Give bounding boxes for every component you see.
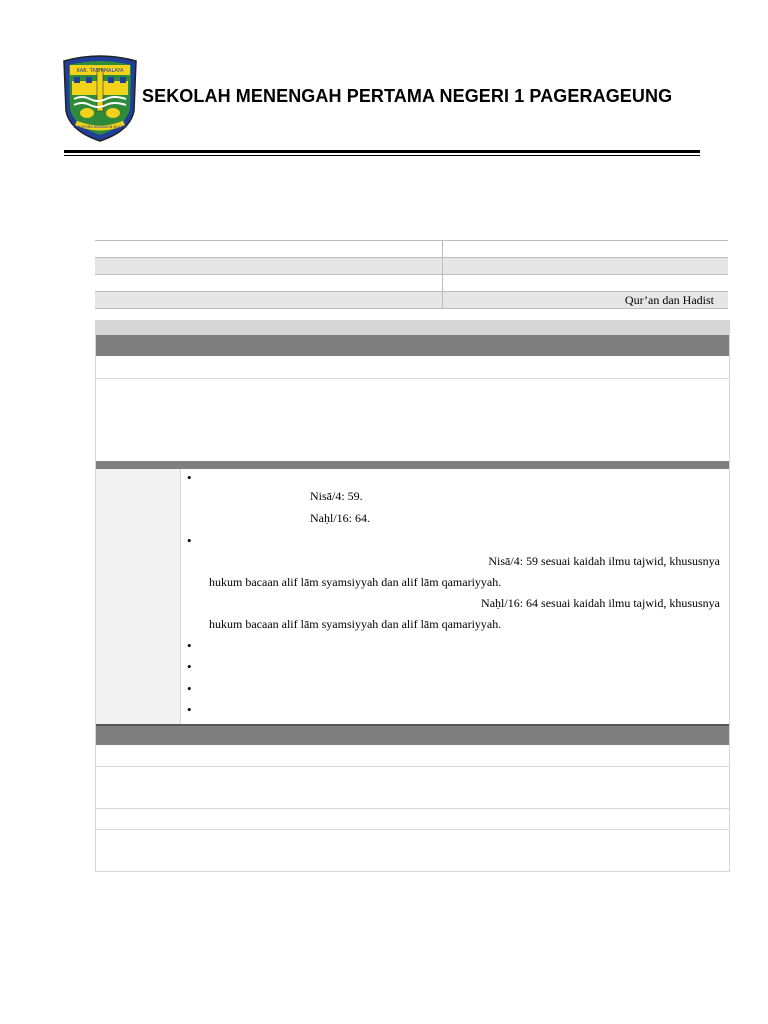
header-divider-thin [64,155,700,156]
identity-table [95,240,728,309]
bullet-marker: • [187,681,192,696]
competency-label-cell [96,469,181,724]
competency-line: Nisā/4: 59 sesuai kaidah ilmu tajwid, khususnya [488,554,720,568]
bullet-marker: • [187,638,192,653]
bullet-marker: • [187,702,192,717]
competency-line: Nisā/4: 59. [310,489,363,503]
lesson-plan-table [95,320,730,872]
section-header-band [96,726,729,745]
table-row [96,767,729,809]
identity-row [95,240,728,257]
competency-line: hukum bacaan alif lām syamsiyyah dan alif lām qamariyyah. [209,575,502,589]
identity-row [95,257,728,274]
table-band-light [96,320,729,335]
table-row [96,356,729,379]
logo-bottom-text: SUKAPURA NGADAUN NGORA [73,125,127,129]
bullet-marker: • [187,659,192,674]
table-row [96,809,729,830]
school-name-heading: SEKOLAH MENENGAH PERTAMA NEGERI 1 PAGERAGEUNG [142,86,673,106]
competency-line: Naḥl/16: 64. [310,511,370,525]
section-header-band [96,461,729,469]
competency-line: hukum bacaan alif lām syamsiyyah dan alif lām qamariyyah. [209,617,502,631]
school-crest-logo [60,53,140,143]
bullet-marker: • [187,533,192,548]
bullet-marker: • [187,470,192,485]
competency-line: Naḥl/16: 64 sesuai kaidah ilmu tajwid, khususnya [481,596,720,610]
identity-row [95,274,728,291]
subject-value: Qur’an dan Hadist [624,293,714,307]
section-header-band [96,335,729,356]
header-divider-thick [64,150,700,153]
logo-top-text: KAB. TASIKMALAYA [76,68,124,74]
table-row [96,379,729,461]
table-row [96,745,729,767]
competency-content-cell [181,469,729,724]
identity-row-subject [95,291,728,309]
table-row [96,830,729,872]
competency-row [96,469,729,726]
